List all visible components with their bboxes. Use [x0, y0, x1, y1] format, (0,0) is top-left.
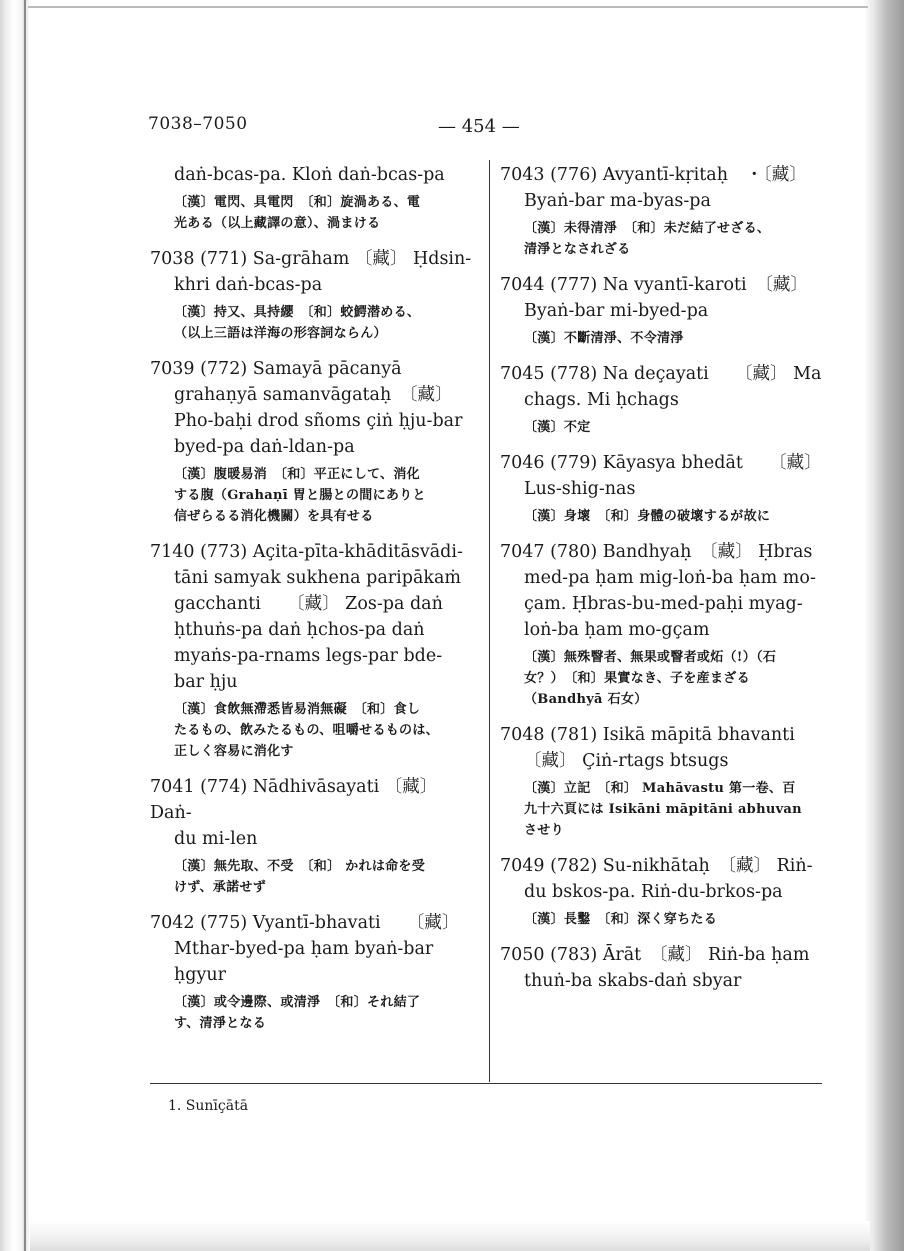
- dictionary-entry: [150, 162, 476, 234]
- entry-line: 7047 (780) Bandhyaḥ 〔藏〕 Ḥbras: [500, 542, 813, 562]
- entry-line: 7048 (781) Isikā māpitā bhavanti: [500, 725, 795, 745]
- entry-line: loṅ-ba ḥam mo-gçam: [524, 620, 710, 640]
- entry-translation-note: 〔漢〕無先取、不受 〔和〕 かれは命を受: [174, 859, 426, 874]
- entry-translation-note: 〔漢〕立記 〔和〕 Mahāvastu 第一卷、百: [524, 781, 796, 796]
- entry-line: ḥthuṅs-pa daṅ ḥchos-pa daṅ: [174, 620, 425, 640]
- entry-translation-note: 〔漢〕長鑿 〔和〕深く穿ちたる: [524, 912, 718, 927]
- page-number: — 454 —: [438, 116, 520, 137]
- entry-translation-note: 〔漢〕食飲無滯悉皆易消無礙 〔和〕食し: [174, 702, 421, 717]
- left-column: [150, 162, 476, 1046]
- entry-line: Pho-baḥi drod sñoms çiṅ ḥju-bar: [174, 411, 463, 431]
- entry-translation-note: 女？） 〔和〕果實なき、子を産まざる: [524, 671, 750, 686]
- entry-line: Lus-shig-nas: [524, 479, 636, 499]
- dictionary-entry: [500, 361, 825, 438]
- entry-headword: [150, 774, 476, 852]
- entry-headword: [500, 539, 825, 643]
- entry-line: 7038 (771) Sa-grāham 〔藏〕 Ḥdsin-: [150, 249, 472, 269]
- entry-headword: [150, 910, 476, 988]
- entry-translation-note: 〔漢〕或令邊際、或清淨 〔和〕それ結了: [174, 995, 421, 1010]
- dictionary-entry: [500, 450, 825, 527]
- entry-translation-note: 〔漢〕無殊瞖者、無果或瞖者或炻（!）（石: [524, 650, 777, 665]
- entry-line: du bskos-pa. Riṅ-du-brkos-pa: [524, 882, 783, 902]
- entry-headword: [150, 162, 476, 188]
- dictionary-entry: [500, 942, 825, 994]
- entry-headword: [500, 361, 825, 413]
- entry-headword: [500, 450, 825, 502]
- entry-line: bar ḥju: [174, 672, 238, 692]
- entry-line: Byaṅ-bar ma-byas-pa: [524, 191, 711, 211]
- entry-translation-note: 〔漢〕腹暖易消 〔和〕平正にして、消化: [174, 467, 420, 482]
- entry-translation-note: （以上三語は洋海の形容詞ならん）: [174, 326, 387, 341]
- entry-headword: [150, 356, 476, 460]
- right-column: [500, 162, 825, 1006]
- page-range-header: 7038–7050: [148, 114, 248, 134]
- entry-line: myaṅs-pa-rnams legs-par bde-: [174, 646, 443, 666]
- entry-line: khri daṅ-bcas-pa: [174, 275, 323, 295]
- scan-left-edge: [0, 0, 42, 1251]
- entry-translation-note: 〔漢〕不定: [524, 420, 591, 435]
- dictionary-entry: [500, 539, 825, 710]
- entry-line: 7045 (778) Na deçayati 〔藏〕 Ma: [500, 364, 822, 384]
- dictionary-entry: [150, 356, 476, 527]
- entry-line: 7050 (783) Ārāt 〔藏〕 Riṅ-ba ḥam: [500, 945, 810, 965]
- entry-headword: [500, 853, 825, 905]
- entry-line: chags. Mi ḥchags: [524, 390, 679, 410]
- entry-headword: [500, 272, 825, 324]
- entry-line: 7140 (773) Açita-pīta-khāditāsvādi-: [150, 542, 463, 562]
- entry-headword: [500, 942, 825, 994]
- entry-line: 7039 (772) Samayā pācanyā: [150, 359, 402, 379]
- entry-line: du mi-len: [174, 829, 258, 849]
- entry-translation-note: 九十六頁には Isikāni māpitāni abhuvan: [524, 802, 802, 817]
- entry-translation-note: させり: [524, 823, 564, 838]
- entry-headword: [500, 162, 825, 214]
- scan-right-edge: [864, 0, 904, 1251]
- entry-translation-note: 信ぜらるる消化機關）を具有せる: [174, 509, 374, 524]
- dictionary-entry: [500, 162, 825, 260]
- scan-binding-line: [24, 0, 26, 1251]
- dictionary-entry: [500, 272, 825, 349]
- scan-bottom-edge: [30, 1221, 870, 1251]
- entry-headword: [150, 539, 476, 695]
- entry-line: grahaṇyā samanvāgataḥ 〔藏〕: [174, 385, 453, 405]
- entry-translation-note: たるもの、飲みたるもの、咀嚼せるものは、: [174, 723, 439, 738]
- entry-line: daṅ-bcas-pa. Kloṅ daṅ-bcas-pa: [174, 165, 445, 185]
- entry-translation-note: 光ある（以上藏譯の意）、渦まける: [174, 216, 381, 231]
- dictionary-entry: [500, 722, 825, 841]
- footnote-rule: [150, 1083, 822, 1084]
- entry-line: çam. Ḥbras-bu-med-paḥi myag-: [524, 594, 803, 614]
- dictionary-entry: [150, 539, 476, 762]
- entry-translation-note: 正しく容易に消化す: [174, 744, 294, 759]
- entry-line: 7049 (782) Su-nikhātaḥ 〔藏〕 Riṅ-: [500, 856, 813, 876]
- entry-translation-note: （Bandhyā 石女）: [524, 692, 648, 707]
- entry-line: 7046 (779) Kāyasya bhedāt 〔藏〕: [500, 453, 822, 473]
- entry-line: 7041 (774) Nādhivāsayati 〔藏〕 Daṅ-: [150, 777, 438, 823]
- column-divider: [489, 160, 490, 1082]
- scan-top-edge: [28, 6, 868, 8]
- footnote: 1. Sunīçātā: [168, 1098, 249, 1114]
- entry-headword: [500, 722, 825, 774]
- entry-line: ḥgyur: [174, 965, 226, 985]
- entry-translation-note: 〔漢〕不斷清淨、不令清淨: [524, 331, 684, 346]
- entry-translation-note: 〔漢〕持又、具持纓 〔和〕蛟鰐潜める、: [174, 305, 421, 320]
- dictionary-entry: [150, 246, 476, 344]
- dictionary-entry: [150, 910, 476, 1034]
- entry-translation-note: 〔漢〕電閃、具電閃 〔和〕旋渦ある、電: [174, 195, 421, 210]
- entry-translation-note: 〔漢〕未得清淨 〔和〕未だ結了せざる、: [524, 221, 771, 236]
- entry-line: 7043 (776) Avyantī-kṛitaḥ ・〔藏〕: [500, 165, 807, 185]
- entry-line: 7042 (775) Vyantī-bhavati 〔藏〕: [150, 913, 460, 933]
- entry-line: 7044 (777) Na vyantī-karoti 〔藏〕: [500, 275, 808, 295]
- dictionary-entry: [500, 853, 825, 930]
- entry-line: gacchanti 〔藏〕 Zos-pa daṅ: [174, 594, 443, 614]
- entry-translation-note: す、清淨となる: [174, 1016, 267, 1031]
- entry-translation-note: 清淨となされざる: [524, 242, 631, 257]
- entry-headword: [150, 246, 476, 298]
- entry-line: tāni samyak sukhena paripākaṁ: [174, 568, 462, 588]
- entry-translation-note: 〔漢〕身壞 〔和〕身體の破壞するが故に: [524, 509, 771, 524]
- dictionary-entry: [150, 774, 476, 898]
- entry-line: Mthar-byed-pa ḥam byaṅ-bar: [174, 939, 434, 959]
- entry-line: Byaṅ-bar mi-byed-pa: [524, 301, 709, 321]
- entry-line: med-pa ḥam mig-loṅ-ba ḥam mo-: [524, 568, 816, 588]
- entry-translation-note: する腹（Grahaṇī 胃と腸との間にありと: [174, 488, 426, 503]
- entry-translation-note: けず、承諾せず: [174, 880, 267, 895]
- entry-line: 〔藏〕 Çiṅ-rtags btsugs: [524, 751, 729, 771]
- entry-line: thuṅ-ba skabs-daṅ sbyar: [524, 971, 742, 991]
- entry-line: byed-pa daṅ-ldan-pa: [174, 437, 355, 457]
